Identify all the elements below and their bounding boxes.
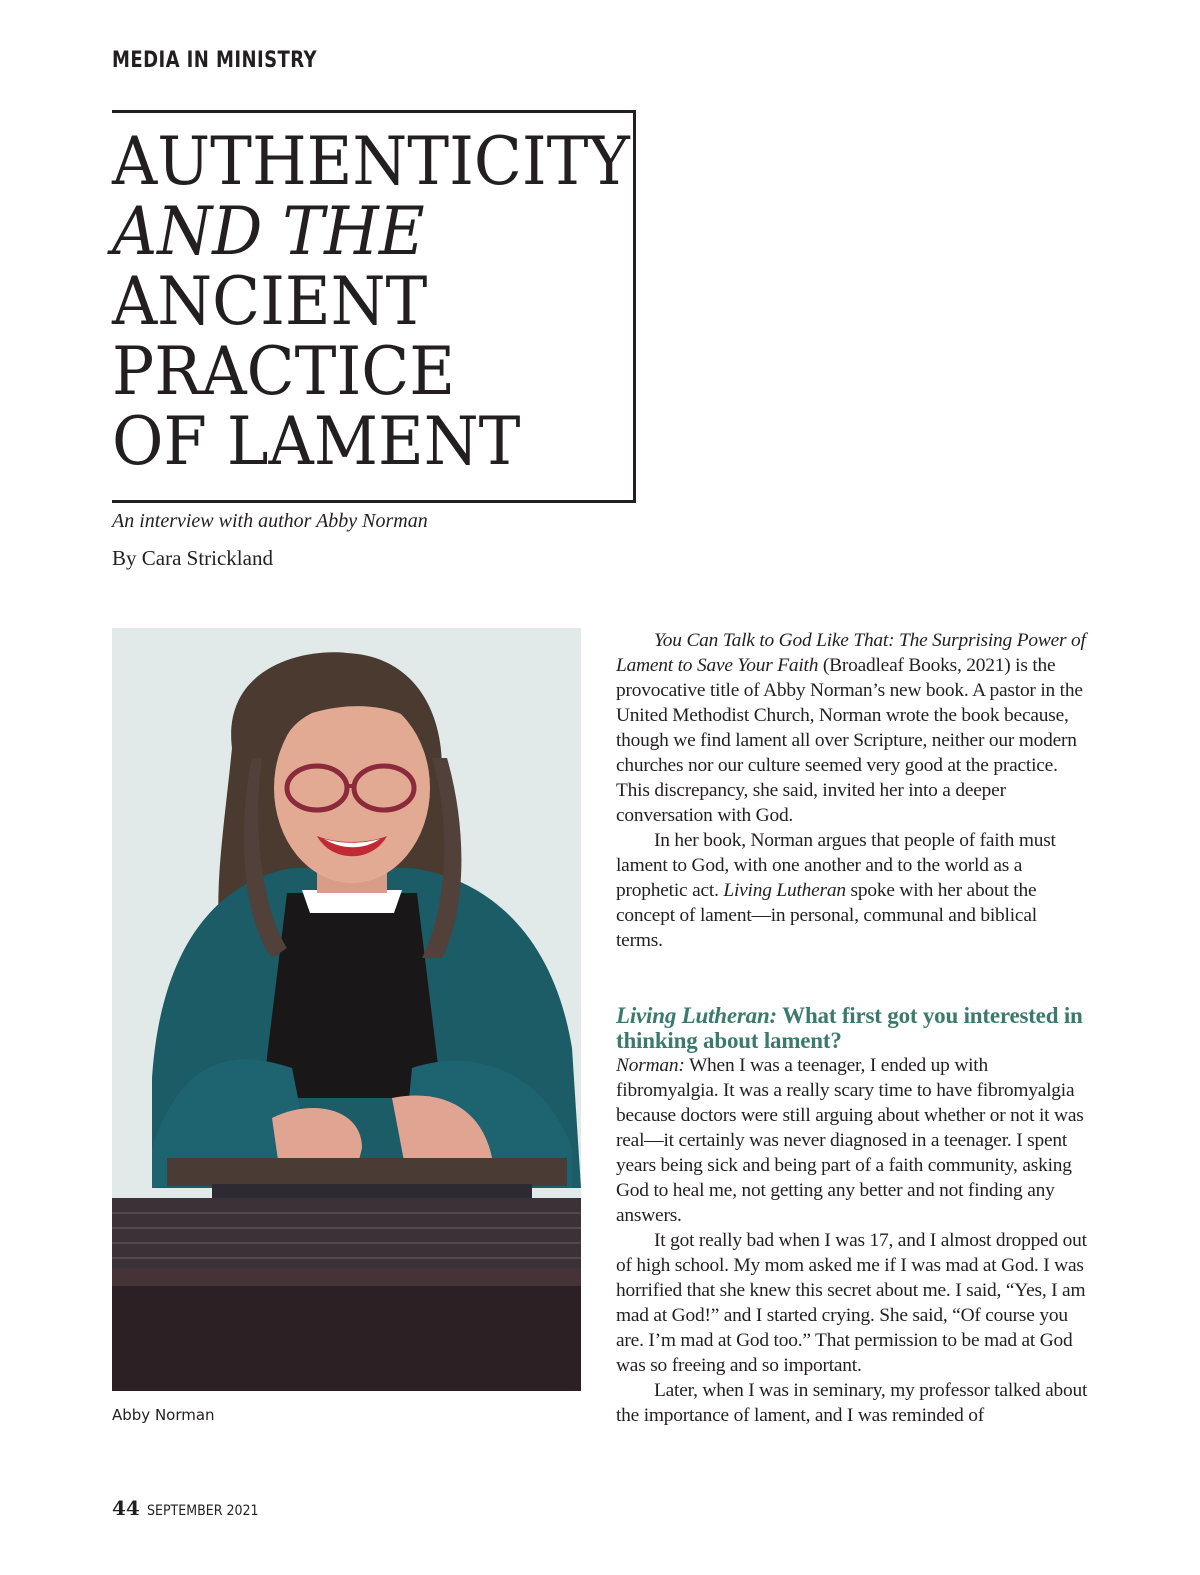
section-label: MEDIA IN MINISTRY [112, 48, 318, 73]
question-text: What first got you interested in thinking about lament? [616, 1003, 1083, 1053]
article-title [112, 123, 657, 480]
answer-paragraph-1 [616, 1053, 1088, 1228]
folio [112, 1496, 271, 1520]
issue-date: SEPTEMBER 2021 [146, 1503, 259, 1519]
title-line-2: AND THE [112, 193, 425, 270]
magazine-name: Living Lutheran [723, 880, 846, 901]
article-body [616, 628, 1088, 1428]
title-line-1: AUTHENTICITY [112, 123, 630, 200]
title-line-5: OF LAMENT [112, 403, 521, 480]
photo-caption: Abby Norman [112, 1406, 215, 1424]
answer-paragraph-2: It got really bad when I was 17, and I almost dropped out of high school. My mom asked me if I was mad at God. I was horrified that she knew this secret about me. I said, “Yes, I am mad at God!” and I started crying. She said, “Of course you are. I’m mad at God too.” That permission to be mad at God was so freeing and so important. [616, 1230, 1087, 1376]
book-title: You Can Talk to God Like That: The Surprising Power of Lament to Save Your Faith [616, 630, 1086, 676]
byline: By Cara Strickland [112, 546, 273, 570]
answer-paragraph-3: Later, when I was in seminary, my professor talked about the importance of lament, and I was reminded of [616, 1380, 1088, 1426]
intro-paragraph-2-text-a: In her book, Norman argues that people of faith must lament to God, with one another and to the world as a prophetic act. [616, 830, 1056, 901]
intro-paragraph-2-text-b: spoke with her about the concept of lament—in personal, communal and biblical terms. [616, 880, 1037, 951]
intro-paragraph-1 [616, 628, 1088, 828]
intro-paragraph-2 [616, 828, 1088, 953]
page-number: 44 [112, 1496, 140, 1520]
article-subtitle: An interview with author Abby Norman [112, 510, 428, 532]
spacer [616, 953, 1088, 1003]
intro-paragraph-1-text: (Broadleaf Books, 2021) is the provocative title of Abby Norman’s new book. A pastor in the United Methodist Church, Norman wrote the book because, though we find lament all over Scripture, neither our modern churches nor our culture seemed very good at the practice. This discrepancy, she said, invited her into a deeper conversation with God. [616, 655, 1083, 826]
title-line-4: PRACTICE [112, 333, 455, 410]
answer-speaker: Norman: [616, 1055, 685, 1076]
answer-text-1: When I was a teenager, I ended up with fibromyalgia. It was a really scary time to have fibromyalgia because doctors were still arguing about whether or not it was real—it certainly was never diagnosed in a teenager. I spent years being sick and being part of a faith community, asking God to heal me, not getting any better and not finding any answers. [616, 1055, 1084, 1226]
question-speaker: Living Lutheran: [616, 1003, 778, 1028]
title-box [112, 110, 636, 503]
question-1 [616, 1003, 1088, 1053]
author-photo [112, 628, 581, 1391]
title-line-3: ANCIENT [112, 263, 428, 340]
